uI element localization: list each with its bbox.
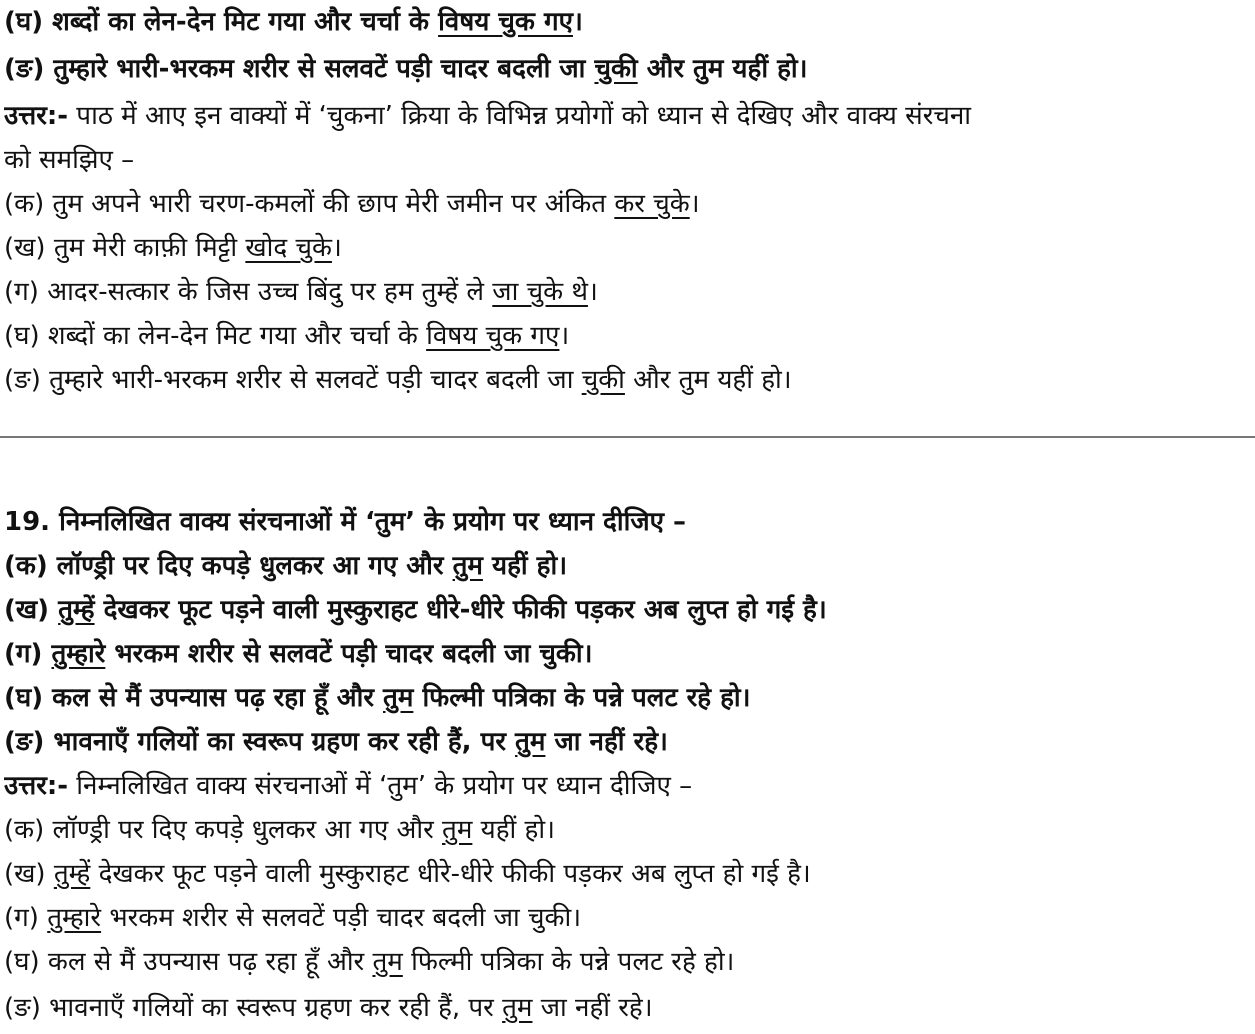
answer-label: उत्तर:-	[4, 101, 69, 131]
line-suffix: ।	[587, 277, 598, 307]
s18-answer-line	[4, 270, 1251, 314]
line-suffix: भरकम शरीर से सलवटें पड़ी चादर बदली जा चुकी।	[105, 639, 593, 669]
line-prefix: (ख)	[4, 859, 54, 889]
line-prefix: (ङ) भावनाएँ गलियों का स्वरूप ग्रहण कर रही हैं, पर	[4, 727, 516, 757]
s18-question-line	[4, 47, 1251, 91]
s19-question-line	[4, 588, 1251, 632]
question-title-text: 19. निम्नलिखित वाक्य संरचनाओं में ‘तुम’ के प्रयोग पर ध्यान दीजिए –	[4, 507, 687, 537]
line-prefix: (ग) आदर-सत्कार के जिस उच्च बिंदु पर हम तुम्हें ले	[4, 277, 493, 307]
line-prefix: (ङ) तुम्हारे भारी-भरकम शरीर से सलवटें पड़ी चादर बदली जा	[4, 365, 582, 395]
s18-answer-line	[4, 314, 1251, 358]
line-prefix: (क) लॉण्ड्री पर दिए कपड़े धुलकर आ गए और	[4, 551, 453, 581]
s18-question-line	[4, 0, 1251, 44]
line-suffix: देखकर फूट पड़ने वाली मुस्कुराहट धीरे-धीरे फीकी पड़कर अब लुप्त हो गई है।	[94, 595, 827, 625]
underlined-phrase: तुम्हारे	[51, 639, 106, 669]
line-suffix: और तुम यहीं हो।	[637, 54, 808, 84]
s19-answer-line	[4, 852, 1251, 896]
underlined-phrase: तुम्हें	[58, 595, 95, 625]
s19-answer-intro	[4, 764, 1251, 808]
line-suffix: जा नहीं रहे।	[532, 993, 653, 1023]
s19-question-line	[4, 720, 1251, 764]
answer-intro-text: पाठ में आए इन वाक्यों में ‘चुकना’ क्रिया के विभिन्न प्रयोगों को ध्यान से देखिए और वाक्य संरचना	[68, 101, 972, 131]
line-prefix: (ग)	[4, 903, 48, 933]
line-suffix: ।	[689, 189, 700, 219]
s18-answer-intro	[4, 94, 1251, 138]
s18-answer-line	[4, 358, 1251, 402]
line-prefix: (घ) कल से मैं उपन्यास पढ़ रहा हूँ और	[4, 683, 384, 713]
line-prefix: (ङ) भावनाएँ गलियों का स्वरूप ग्रहण कर रही हैं, पर	[4, 993, 503, 1023]
s18-answer-line	[4, 226, 1251, 270]
s19-question-line	[4, 544, 1251, 588]
line-prefix: (क) लॉण्ड्री पर दिए कपड़े धुलकर आ गए और	[4, 815, 442, 845]
line-prefix: (घ) कल से मैं उपन्यास पढ़ रहा हूँ और	[4, 947, 373, 977]
line-suffix: यहीं हो।	[472, 815, 555, 845]
line-prefix: (घ) शब्दों का लेन-देन मिट गया और चर्चा के	[4, 321, 427, 351]
line-suffix: और तुम यहीं हो।	[624, 365, 792, 395]
line-prefix: (घ) शब्दों का लेन-देन मिट गया और चर्चा के	[4, 7, 439, 37]
line-prefix: (ख)	[4, 595, 59, 625]
s19-question-title	[4, 500, 1251, 544]
underlined-phrase: विषय चुक गए	[438, 7, 573, 37]
line-suffix: ।	[572, 7, 583, 37]
line-prefix: (ख) तुम मेरी काफ़ी मिट्टी	[4, 233, 246, 263]
line-prefix: (क) तुम अपने भारी चरण-कमलों की छाप मेरी जमीन पर अंकित	[4, 189, 615, 219]
line-suffix: ।	[559, 321, 570, 351]
underlined-phrase: खोद चुके	[245, 233, 332, 263]
underlined-phrase: कर चुके	[614, 189, 690, 219]
s19-question-line	[4, 676, 1251, 720]
s19-answer-line	[4, 808, 1251, 852]
underlined-phrase: चुकी	[594, 54, 638, 84]
underlined-phrase: तुम्हें	[53, 859, 91, 889]
line-suffix: भरकम शरीर से सलवटें पड़ी चादर बदली जा चुकी।	[101, 903, 582, 933]
underlined-phrase: तुम	[383, 683, 414, 713]
underlined-phrase: तुम	[502, 993, 533, 1023]
underlined-phrase: तुम	[372, 947, 403, 977]
line-suffix: जा नहीं रहे।	[545, 727, 668, 757]
s19-answer-line	[4, 940, 1251, 984]
underlined-phrase: तुम	[452, 551, 483, 581]
answer-intro-text: निम्नलिखित वाक्य संरचनाओं में ‘तुम’ के प्रयोग पर ध्यान दीजिए –	[68, 771, 693, 801]
line-prefix: (ग)	[4, 639, 52, 669]
answer-label: उत्तर:-	[4, 771, 69, 801]
s18-answer-intro-cont	[4, 138, 1251, 182]
underlined-phrase: तुम	[442, 815, 473, 845]
line-suffix: फिल्मी पत्रिका के पन्ने पलट रहे हो।	[413, 683, 751, 713]
s19-answer-line	[4, 896, 1251, 940]
answer-intro-cont-text: को समझिए –	[4, 145, 135, 175]
underlined-phrase: तुम	[515, 727, 546, 757]
s18-answer-line	[4, 182, 1251, 226]
line-suffix: ।	[331, 233, 342, 263]
line-prefix: (ङ) तुम्हारे भारी-भरकम शरीर से सलवटें पड़ी चादर बदली जा	[4, 54, 595, 84]
line-suffix: यहीं हो।	[482, 551, 568, 581]
line-suffix: फिल्मी पत्रिका के पन्ने पलट रहे हो।	[402, 947, 735, 977]
underlined-phrase: विषय चुक गए	[426, 321, 560, 351]
section-divider	[0, 436, 1255, 438]
line-suffix: देखकर फूट पड़ने वाली मुस्कुराहट धीरे-धीरे फीकी पड़कर अब लुप्त हो गई है।	[90, 859, 811, 889]
underlined-phrase: तुम्हारे	[47, 903, 102, 933]
s19-answer-line	[4, 986, 1251, 1030]
underlined-phrase: जा चुके थे	[492, 277, 588, 307]
underlined-phrase: चुकी	[581, 365, 625, 395]
s19-question-line	[4, 632, 1251, 676]
